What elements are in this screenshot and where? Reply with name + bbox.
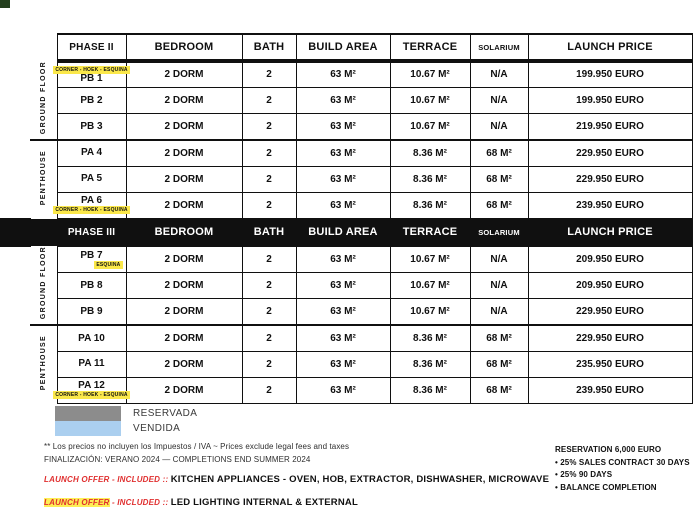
legend-label: VENDIDA [133, 423, 181, 434]
launch-offers [44, 469, 549, 515]
unit-cell-content [55, 195, 128, 214]
build-area-cell: 63 M² [296, 246, 390, 272]
bath-cell: 2 [242, 273, 296, 299]
offer-text: KITCHEN APPLIANCES - OVEN, HOB, EXTRACTOR, DISHWASHER, MICROWAVE [170, 474, 550, 485]
build-area-cell: 63 M² [296, 351, 390, 377]
payment-item: • 25% SALES CONTRACT 30 DAYS [555, 457, 690, 467]
unit-cell [57, 273, 126, 299]
solarium-cell: N/A [470, 61, 528, 87]
unit-row-pb-2 [30, 87, 692, 113]
legend-row [55, 421, 197, 436]
col-header-terrace: TERRACE [390, 219, 470, 246]
scan-artifact-mark [0, 0, 10, 8]
terrace-cell: 8.36 M² [390, 166, 470, 192]
unit-cell [57, 140, 126, 166]
corner-note: ESQUINA [96, 261, 121, 268]
solarium-cell: 68 M² [470, 192, 528, 218]
bath-cell: 2 [242, 325, 296, 351]
bedroom-cell: 2 DORM [126, 273, 242, 299]
price-disclaimer: ** Los precios no incluyen los Impuestos / IVA ~ Prices exclude legal fees and taxes [44, 442, 350, 451]
price-cell: 219.950 EURO [528, 114, 692, 140]
floor-label-text: GROUND FLOOR [39, 246, 47, 320]
footnotes [44, 442, 349, 468]
payment-terms [555, 445, 690, 495]
unit-name: PB 3 [80, 120, 103, 132]
bath-cell: 2 [242, 61, 296, 87]
terrace-cell: 10.67 M² [390, 246, 470, 272]
unit-row-pa-11 [30, 351, 692, 377]
build-area-cell: 63 M² [296, 61, 390, 87]
unit-name: PB 7 [80, 249, 103, 261]
unit-row-pb-8 [30, 273, 692, 299]
corner-note: CORNER - HOEK - ESQUINA [55, 392, 128, 399]
offer-label: LAUNCH OFFER - INCLUDED :: [44, 475, 171, 484]
reservation-amount: RESERVATION 6,000 EURO [555, 445, 662, 454]
unit-cell [57, 377, 126, 403]
col-header-solarium: SOLARIUM [470, 219, 528, 246]
unit-cell [57, 87, 126, 113]
col-header-terrace: TERRACE [390, 34, 470, 61]
unit-cell [57, 192, 126, 218]
unit-cell [57, 246, 126, 272]
unit-cell-content [58, 148, 126, 158]
col-header-bath: BATH [242, 219, 296, 246]
build-area-cell: 63 M² [296, 377, 390, 403]
bedroom-cell: 2 DORM [126, 166, 242, 192]
col-header-bedroom: BEDROOM [126, 34, 242, 61]
terrace-cell: 10.67 M² [390, 87, 470, 113]
bedroom-cell: 2 DORM [126, 61, 242, 87]
unit-name: PA 5 [80, 173, 103, 185]
unit-row-pa-12 [30, 377, 692, 403]
bedroom-cell: 2 DORM [126, 246, 242, 272]
terrace-cell: 10.67 M² [390, 114, 470, 140]
unit-name: PA 10 [78, 332, 105, 344]
unit-name: PB 2 [80, 94, 103, 106]
price-cell: 229.950 EURO [528, 325, 692, 351]
bedroom-cell: 2 DORM [126, 114, 242, 140]
price-cell: 239.950 EURO [528, 192, 692, 218]
unit-name: PA 12 [78, 380, 105, 392]
solarium-cell: 68 M² [470, 140, 528, 166]
build-area-cell: 63 M² [296, 87, 390, 113]
gutter-header-cell [30, 34, 57, 61]
legend-swatch-vendida [55, 421, 121, 436]
phase-title-phase-iii: PHASE III [57, 219, 126, 246]
gutter-header-cell [30, 219, 57, 246]
col-header-bath: BATH [242, 34, 296, 61]
solarium-cell: 68 M² [470, 166, 528, 192]
price-cell: 235.950 EURO [528, 351, 692, 377]
phase-title-phase-ii: PHASE II [57, 34, 126, 61]
solarium-cell: N/A [470, 273, 528, 299]
col-header-build-area: BUILD AREA [296, 219, 390, 246]
terrace-cell: 10.67 M² [390, 299, 470, 325]
bedroom-cell: 2 DORM [126, 299, 242, 325]
unit-name: PA 4 [80, 147, 103, 159]
bedroom-cell: 2 DORM [126, 87, 242, 113]
floor-label-text: PENTHOUSE [39, 149, 47, 205]
unit-row-pa-10 [30, 325, 692, 351]
bedroom-cell: 2 DORM [126, 325, 242, 351]
unit-cell-content [58, 307, 126, 317]
terrace-cell: 8.36 M² [390, 140, 470, 166]
col-header-solarium: SOLARIUM [470, 34, 528, 61]
phase3-bar-extension [0, 218, 31, 247]
bath-cell: 2 [242, 166, 296, 192]
build-area-cell: 63 M² [296, 192, 390, 218]
col-header-build-area: BUILD AREA [296, 34, 390, 61]
bedroom-cell: 2 DORM [126, 192, 242, 218]
legend-label: RESERVADA [133, 408, 198, 419]
unit-cell [57, 299, 126, 325]
price-table-phase-iii [30, 219, 693, 404]
unit-name: PB 8 [80, 279, 103, 291]
floor-group-label [30, 246, 57, 325]
bedroom-cell: 2 DORM [126, 140, 242, 166]
offer-label: LAUNCH OFFER - INCLUDED :: [44, 498, 171, 507]
unit-name: PB 1 [80, 72, 103, 84]
unit-name: PB 9 [80, 305, 103, 317]
price-cell: 229.950 EURO [528, 166, 692, 192]
build-area-cell: 63 M² [296, 273, 390, 299]
unit-cell [57, 351, 126, 377]
unit-row-pb-3 [30, 114, 692, 140]
price-cell: 199.950 EURO [528, 61, 692, 87]
col-header-bedroom: BEDROOM [126, 219, 242, 246]
solarium-cell: 68 M² [470, 351, 528, 377]
unit-row-pa-5 [30, 166, 692, 192]
build-area-cell: 63 M² [296, 299, 390, 325]
offer-label-highlight: LAUNCH OFFER [44, 475, 110, 484]
bedroom-cell: 2 DORM [126, 377, 242, 403]
unit-cell-content [55, 380, 128, 399]
unit-cell [57, 325, 126, 351]
bath-cell: 2 [242, 246, 296, 272]
unit-cell-content [58, 251, 126, 269]
price-cell: 209.950 EURO [528, 273, 692, 299]
price-cell: 209.950 EURO [528, 246, 692, 272]
unit-row-pa-4 [30, 140, 692, 166]
unit-cell [57, 61, 126, 87]
solarium-cell: N/A [470, 114, 528, 140]
solarium-cell: N/A [470, 299, 528, 325]
floor-label-text: PENTHOUSE [39, 334, 47, 390]
unit-row-pb-9 [30, 299, 692, 325]
solarium-cell: 68 M² [470, 377, 528, 403]
bath-cell: 2 [242, 87, 296, 113]
bath-cell: 2 [242, 377, 296, 403]
payment-item: • BALANCE COMPLETION [555, 482, 657, 492]
terrace-cell: 10.67 M² [390, 61, 470, 87]
legend-row [55, 406, 197, 421]
build-area-cell: 63 M² [296, 166, 390, 192]
terrace-cell: 10.67 M² [390, 273, 470, 299]
price-table-phase-ii [30, 33, 693, 219]
terrace-cell: 8.36 M² [390, 192, 470, 218]
unit-cell [57, 166, 126, 192]
unit-name: PA 6 [80, 195, 103, 207]
legend-swatch-reservada [55, 406, 121, 421]
completion-note: FINALIZACIÓN: VERANO 2024 — COMPLETIONS END SUMMER 2024 [44, 455, 311, 464]
bath-cell: 2 [242, 114, 296, 140]
solarium-cell: N/A [470, 87, 528, 113]
price-cell: 239.950 EURO [528, 377, 692, 403]
unit-cell-content [58, 281, 126, 291]
offer-line [44, 469, 549, 487]
bath-cell: 2 [242, 299, 296, 325]
unit-cell-content [58, 96, 126, 106]
price-tables [30, 33, 693, 404]
offer-line [44, 492, 549, 510]
unit-row-pb-1 [30, 61, 692, 87]
unit-cell-content [58, 334, 126, 344]
corner-note: CORNER - HOEK - ESQUINA [55, 66, 128, 73]
header-row-phase-ii [30, 34, 692, 61]
corner-note: CORNER - HOEK - ESQUINA [55, 207, 128, 214]
bedroom-cell: 2 DORM [126, 351, 242, 377]
payment-item: • 25% 90 DAYS [555, 470, 613, 479]
unit-cell-content [58, 122, 126, 132]
bath-cell: 2 [242, 192, 296, 218]
price-cell: 229.950 EURO [528, 140, 692, 166]
offer-text: LED LIGHTING INTERNAL & EXTERNAL [170, 497, 358, 508]
offer-label-highlight: LAUNCH OFFER [44, 498, 110, 507]
solarium-cell: 68 M² [470, 325, 528, 351]
unit-cell-content [55, 66, 128, 84]
unit-name: PA 11 [78, 358, 105, 370]
solarium-cell: N/A [470, 246, 528, 272]
terrace-cell: 8.36 M² [390, 377, 470, 403]
price-cell: 199.950 EURO [528, 87, 692, 113]
price-cell: 229.950 EURO [528, 299, 692, 325]
build-area-cell: 63 M² [296, 325, 390, 351]
unit-row-pb-7 [30, 246, 692, 272]
legend [55, 406, 197, 436]
unit-cell [57, 114, 126, 140]
col-header-launch-price: LAUNCH PRICE [528, 34, 692, 61]
unit-row-pa-6 [30, 192, 692, 218]
unit-cell-content [58, 174, 126, 184]
col-header-launch-price: LAUNCH PRICE [528, 219, 692, 246]
header-row-phase-iii [30, 219, 692, 246]
unit-cell-content [58, 359, 126, 369]
bath-cell: 2 [242, 140, 296, 166]
build-area-cell: 63 M² [296, 140, 390, 166]
bath-cell: 2 [242, 351, 296, 377]
floor-label-text: GROUND FLOOR [39, 61, 47, 135]
terrace-cell: 8.36 M² [390, 351, 470, 377]
terrace-cell: 8.36 M² [390, 325, 470, 351]
build-area-cell: 63 M² [296, 114, 390, 140]
